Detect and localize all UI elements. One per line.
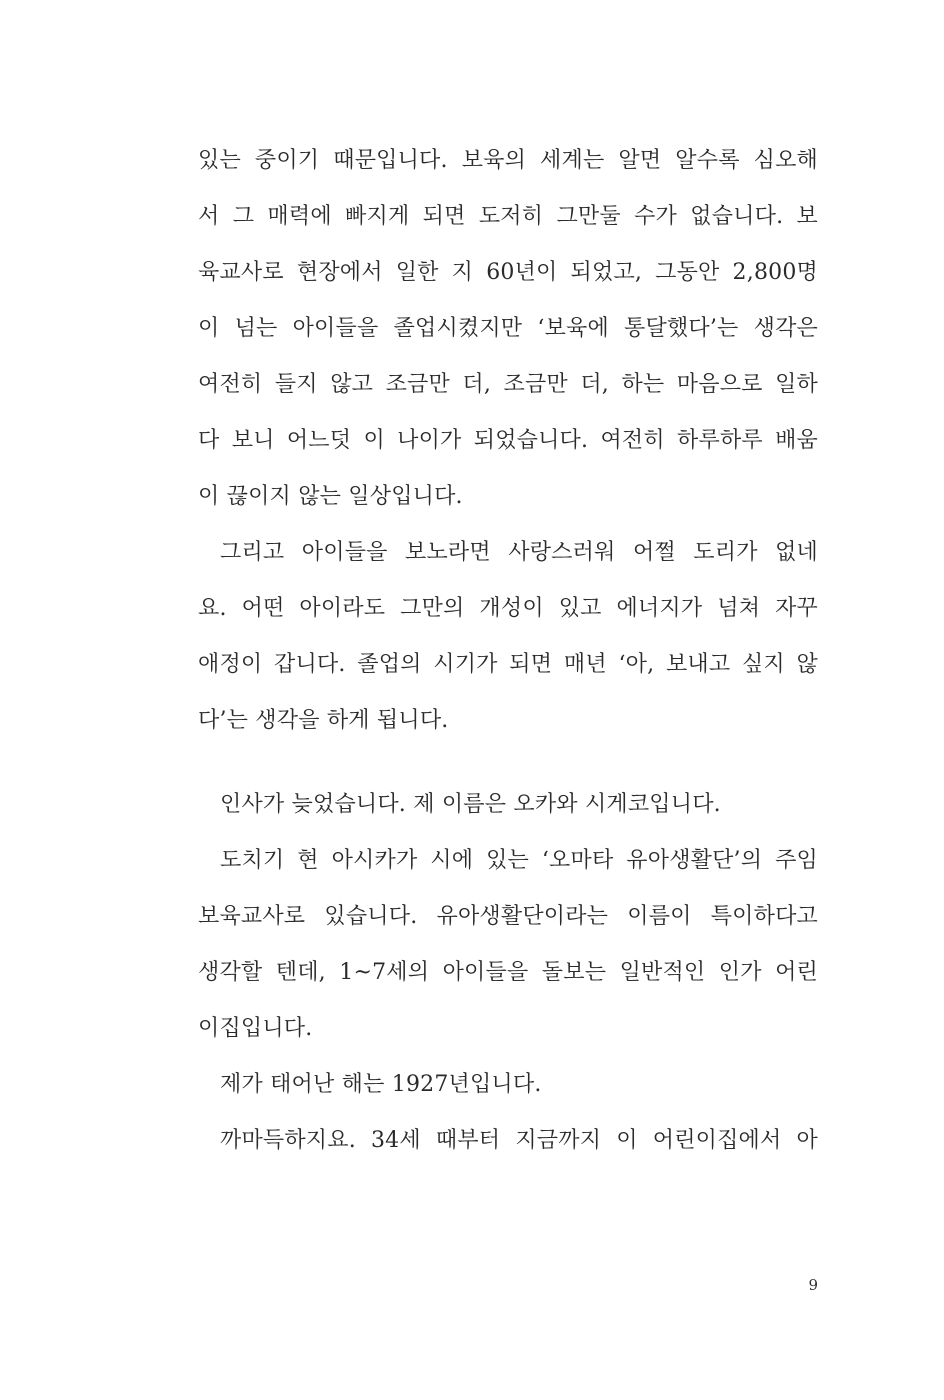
text-line: 있는 중이기 때문입니다. 보육의 세계는 알면 알수록 심오해	[198, 148, 818, 173]
text-line: 다 보니 어느덧 이 나이가 되었습니다. 여전히 하루하루 배움	[198, 428, 818, 453]
paragraph-block-2	[198, 777, 818, 1169]
text-line: 애정이 갑니다. 졸업의 시기가 되면 매년 ‘아, 보내고 싶지 않	[198, 652, 818, 677]
text-line: 육교사로 현장에서 일한 지 60년이 되었고, 그동안 2,800명	[198, 260, 818, 285]
text-line: 여전히 들지 않고 조금만 더, 조금만 더, 하는 마음으로 일하	[198, 372, 818, 397]
text-line: 보육교사로 있습니다. 유아생활단이라는 이름이 특이하다고	[198, 904, 818, 929]
text-line: 이집입니다.	[198, 1016, 313, 1041]
text-line: 이 끊이지 않는 일상입니다.	[198, 484, 463, 509]
text-line: 인사가 늦었습니다. 제 이름은 오카와 시게코입니다.	[220, 792, 721, 817]
text-line: 요. 어떤 아이라도 그만의 개성이 있고 에너지가 넘쳐 자꾸	[198, 596, 818, 621]
page-number: 9	[808, 1276, 818, 1294]
text-line: 생각할 텐데, 1~7세의 아이들을 돌보는 일반적인 인가 어린	[198, 960, 818, 985]
text-line: 다’는 생각을 하게 됩니다.	[198, 708, 449, 733]
text-line: 그리고 아이들을 보노라면 사랑스러워 어쩔 도리가 없네	[220, 540, 818, 565]
paragraph-block-1	[198, 133, 818, 749]
text-line: 이 넘는 아이들을 졸업시켰지만 ‘보육에 통달했다’는 생각은	[198, 316, 818, 341]
text-line: 도치기 현 아시카가 시에 있는 ‘오마타 유아생활단’의 주임	[220, 848, 818, 873]
text-line: 까마득하지요. 34세 때부터 지금까지 이 어린이집에서 아	[220, 1128, 818, 1153]
text-line: 제가 태어난 해는 1927년입니다.	[220, 1072, 542, 1097]
text-line: 서 그 매력에 빠지게 되면 도저히 그만둘 수가 없습니다. 보	[198, 204, 818, 229]
